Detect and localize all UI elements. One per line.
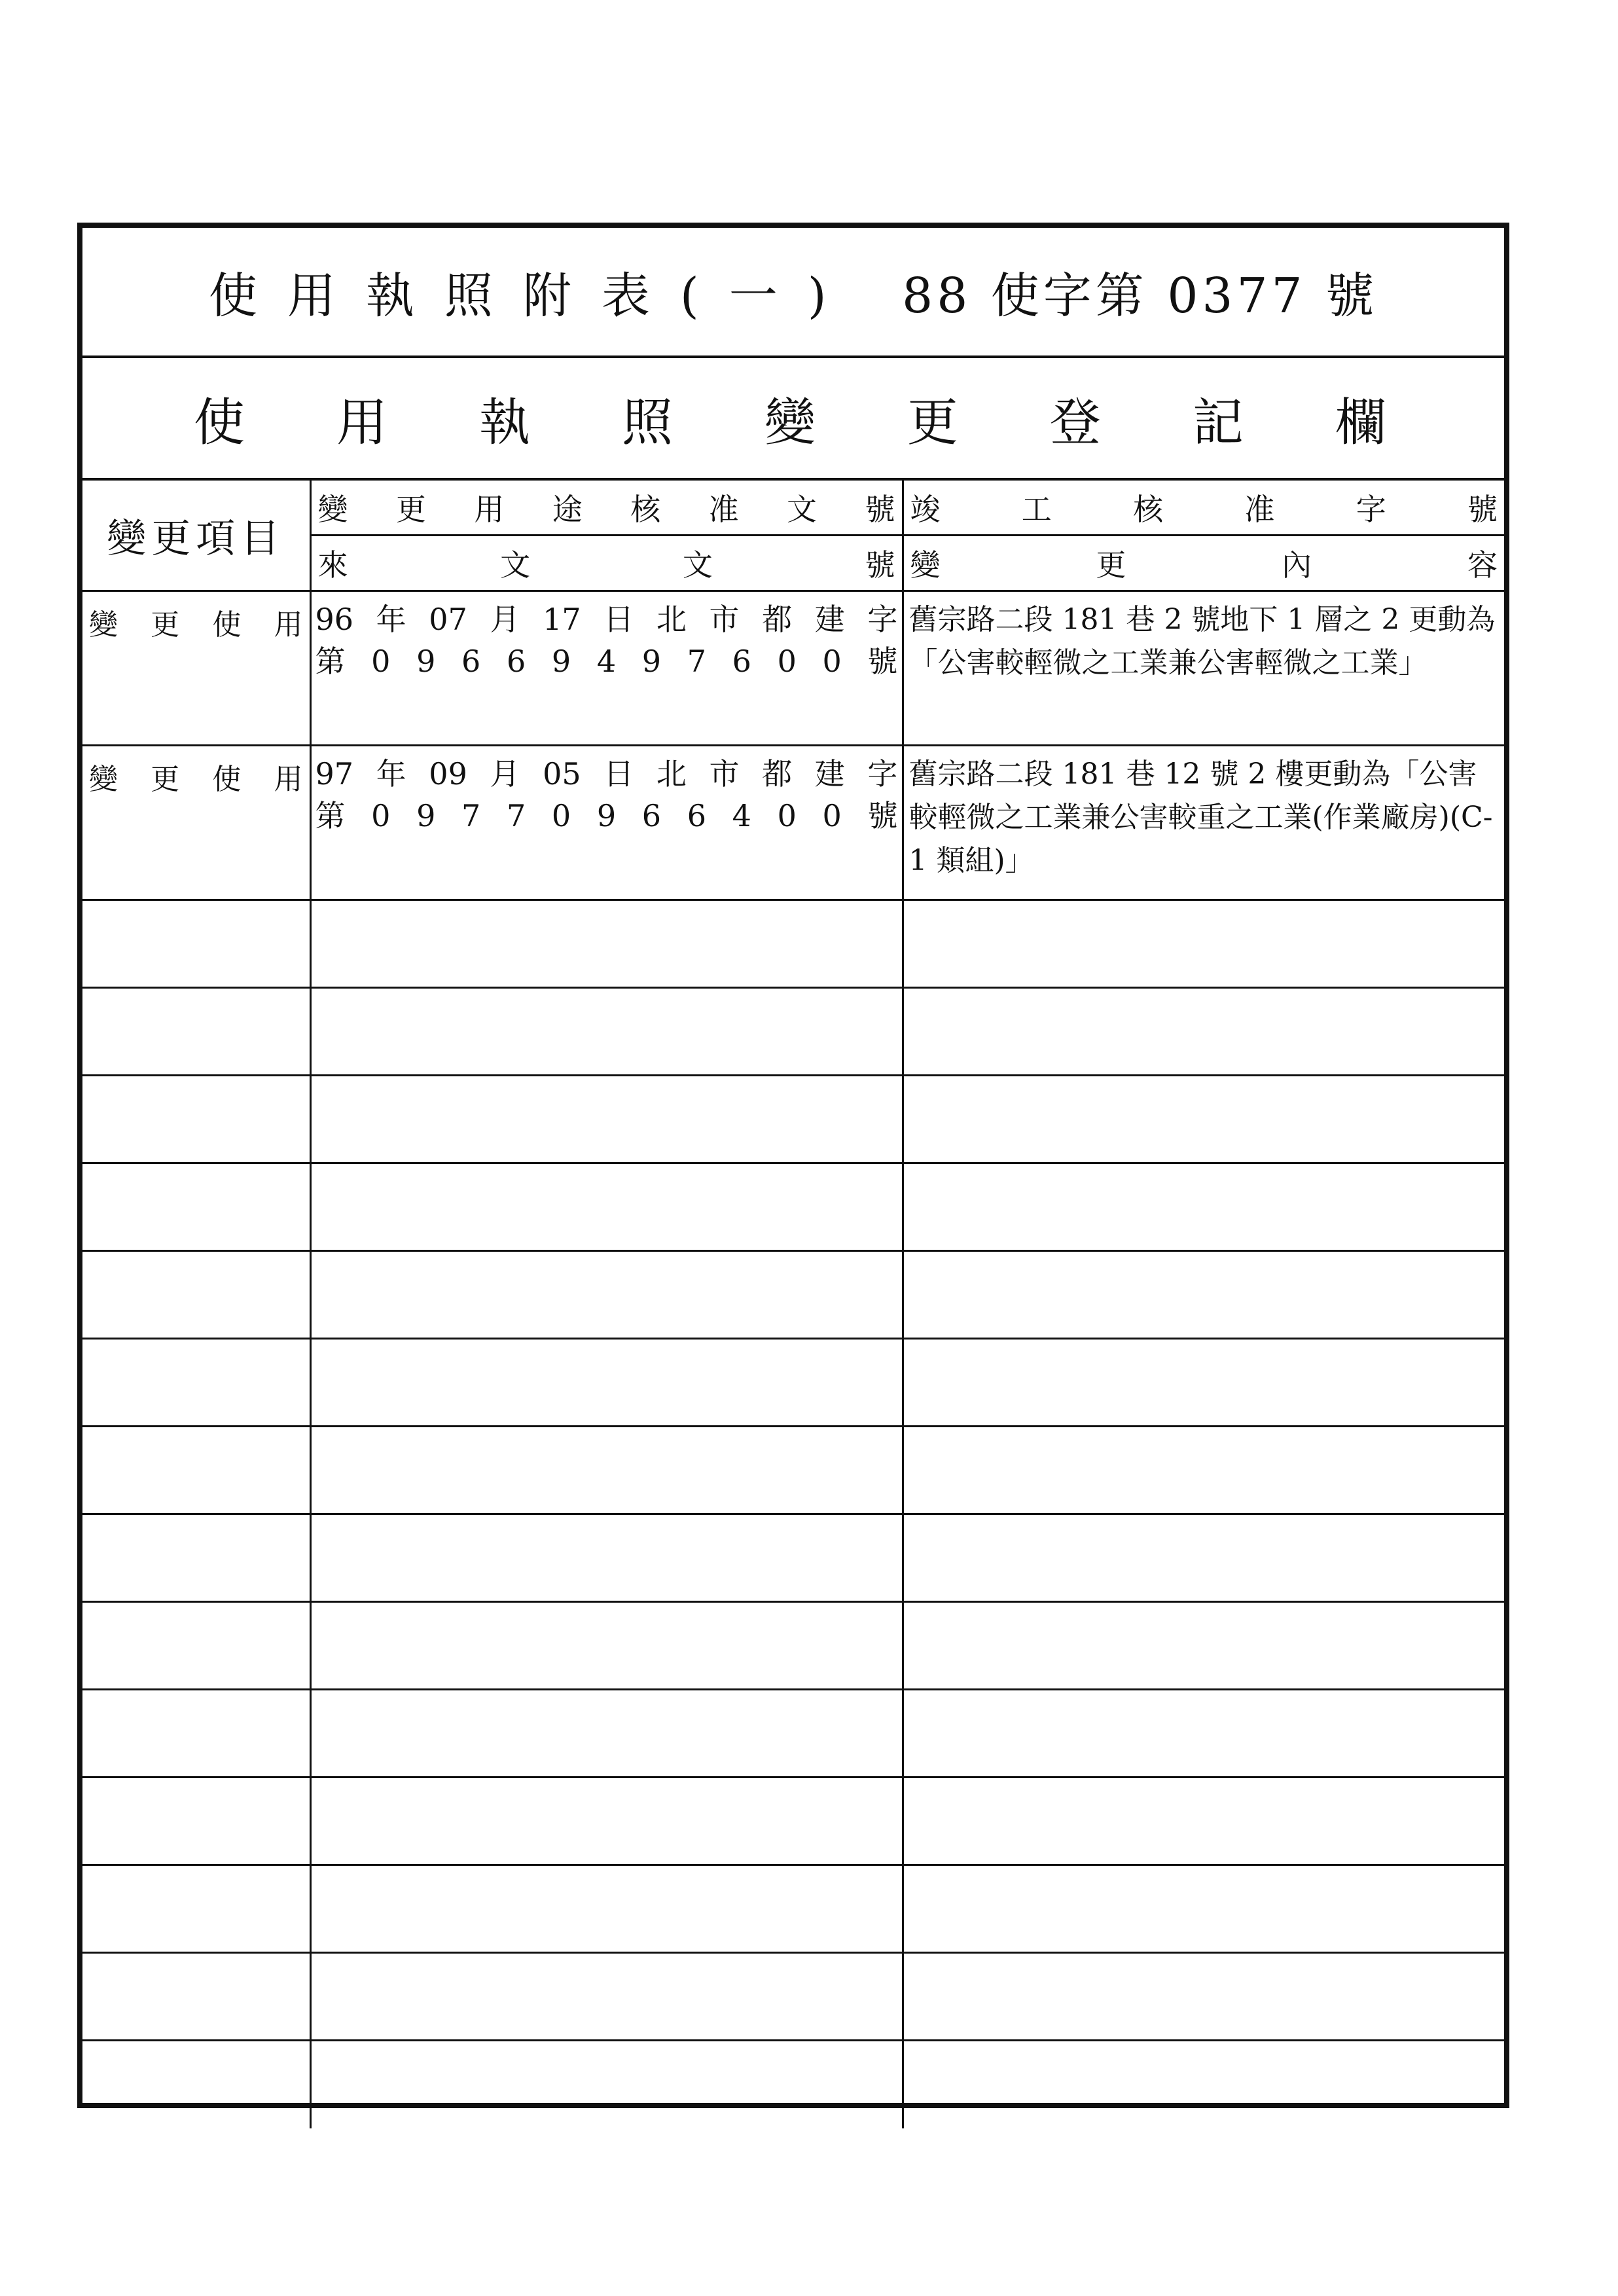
empty-cell (903, 1953, 1504, 2041)
empty-row (82, 1602, 1504, 1690)
empty-cell (903, 1427, 1504, 1514)
empty-row (82, 1514, 1504, 1602)
doc-token: 9 (596, 798, 617, 833)
item-char: 更 (151, 608, 180, 642)
form-title (209, 257, 1378, 327)
doc-token: 9 (416, 798, 436, 833)
item-char: 用 (274, 763, 303, 796)
doc-token: 96 (315, 602, 354, 637)
document-date-line (315, 753, 898, 795)
doc-token: 0 (551, 798, 571, 833)
doc-token: 9 (641, 644, 662, 679)
empty-cell (82, 1690, 310, 1777)
empty-cell (310, 1865, 903, 1953)
section-title-char: 更 (907, 393, 958, 452)
doc-token: 0 (822, 798, 842, 833)
header-char: 核 (1133, 492, 1164, 527)
empty-cell (903, 1076, 1504, 1163)
header-char: 字 (1356, 492, 1386, 527)
change-register-table (82, 481, 1504, 2128)
doc-token: 6 (687, 798, 706, 833)
doc-token: 0 (822, 644, 842, 679)
header-char: 變 (910, 547, 941, 583)
header-char: 核 (630, 492, 661, 527)
doc-token: 字 (867, 602, 898, 637)
section-title-char: 登 (1049, 393, 1101, 452)
empty-cell (903, 1602, 1504, 1690)
header-char: 文 (500, 547, 531, 583)
empty-cell (82, 1514, 310, 1602)
header-char: 文 (787, 492, 818, 527)
empty-cell (82, 1163, 310, 1251)
empty-cell (903, 900, 1504, 988)
column-header-received (310, 536, 903, 591)
empty-row (82, 1251, 1504, 1339)
doc-token: 09 (429, 756, 467, 792)
empty-cell (82, 1427, 310, 1514)
empty-cell (903, 1339, 1504, 1427)
doc-token: 年 (376, 602, 406, 637)
doc-token: 05 (543, 756, 581, 792)
doc-token: 都 (762, 602, 793, 637)
doc-token: 第 (315, 798, 346, 833)
empty-cell (82, 1339, 310, 1427)
empty-row (82, 1163, 1504, 1251)
empty-row (82, 1076, 1504, 1163)
section-title-char: 執 (478, 393, 530, 452)
doc-token: 4 (732, 798, 751, 833)
doc-token: 7 (461, 798, 481, 833)
doc-token: 字 (867, 756, 898, 792)
empty-cell (310, 900, 903, 988)
usage-permit-form (77, 223, 1509, 2108)
header-char: 變 (317, 492, 348, 527)
doc-token: 年 (376, 756, 406, 792)
table-row (82, 591, 1504, 746)
doc-token: 7 (687, 644, 706, 679)
title-row (82, 228, 1504, 358)
empty-cell (310, 2041, 903, 2128)
doc-token: 9 (416, 644, 436, 679)
empty-cell (82, 1251, 310, 1339)
header-char: 更 (395, 492, 426, 527)
header-char: 工 (1021, 492, 1052, 527)
empty-cell (310, 988, 903, 1076)
empty-cell (903, 1690, 1504, 1777)
column-header-content (903, 536, 1504, 591)
change-content-cell: 舊宗路二段 181 巷 2 號地下 1 層之 2 更動為「公害較輕微之工業兼公害輕微之工業」 (903, 591, 1504, 746)
table-row (82, 746, 1504, 900)
section-title-char: 使 (194, 393, 245, 452)
doc-token: 9 (551, 644, 571, 679)
header-char: 號 (865, 492, 895, 527)
empty-cell (903, 1777, 1504, 1865)
doc-token: 0 (371, 798, 391, 833)
empty-cell (903, 1865, 1504, 1953)
empty-cell (82, 900, 310, 988)
column-header-approval (310, 481, 903, 536)
doc-token: 0 (777, 798, 797, 833)
doc-token: 17 (543, 602, 581, 637)
header-char: 容 (1467, 547, 1498, 583)
doc-token: 07 (429, 602, 467, 637)
section-title-char: 用 (336, 393, 387, 452)
empty-cell (903, 1514, 1504, 1602)
document-number-line (315, 640, 898, 682)
change-item-cell (82, 746, 310, 900)
doc-token: 97 (315, 756, 354, 792)
header-char: 號 (1467, 492, 1498, 527)
doc-token: 北 (656, 756, 687, 792)
section-title-char: 變 (764, 393, 816, 452)
header-char: 文 (682, 547, 713, 583)
empty-cell (903, 988, 1504, 1076)
doc-token: 日 (603, 602, 634, 637)
empty-row (82, 1427, 1504, 1514)
empty-cell (310, 1076, 903, 1163)
header-char: 准 (708, 492, 739, 527)
form-title-main: 使用執照附表(一) (208, 267, 857, 324)
doc-token: 市 (709, 602, 740, 637)
header-char: 竣 (910, 492, 941, 527)
empty-cell (82, 1777, 310, 1865)
empty-cell (82, 2041, 310, 2128)
doc-token: 市 (709, 756, 740, 792)
item-char: 更 (151, 763, 180, 796)
empty-row (82, 1953, 1504, 2041)
doc-token: 建 (814, 756, 845, 792)
doc-token: 第 (315, 644, 346, 679)
empty-cell (82, 1076, 310, 1163)
doc-token: 6 (732, 644, 751, 679)
empty-cell (310, 1251, 903, 1339)
header-char: 途 (552, 492, 583, 527)
empty-cell (310, 1339, 903, 1427)
doc-token: 號 (867, 798, 898, 833)
empty-row (82, 1339, 1504, 1427)
doc-token: 月 (490, 602, 520, 637)
empty-cell (903, 1163, 1504, 1251)
empty-cell (903, 2041, 1504, 2128)
doc-token: 6 (506, 644, 526, 679)
empty-cell (310, 1777, 903, 1865)
doc-token: 建 (814, 602, 845, 637)
empty-cell (310, 1690, 903, 1777)
document-number-cell (310, 591, 903, 746)
item-char: 使 (212, 608, 242, 642)
section-title-char: 照 (621, 393, 673, 452)
document-number-cell (310, 746, 903, 900)
empty-cell (82, 1953, 310, 2041)
permit-number: 88 使字第 0377 號 (902, 267, 1378, 324)
empty-row (82, 1690, 1504, 1777)
empty-row (82, 2041, 1504, 2128)
section-title-char: 欄 (1335, 393, 1386, 452)
empty-cell (82, 1602, 310, 1690)
empty-cell (310, 1514, 903, 1602)
doc-token: 都 (762, 756, 793, 792)
header-row-1 (82, 481, 1504, 536)
doc-token: 6 (461, 644, 481, 679)
item-char: 變 (89, 763, 118, 796)
doc-token: 0 (777, 644, 797, 679)
doc-token: 7 (506, 798, 526, 833)
section-title (82, 382, 1504, 455)
empty-row (82, 1865, 1504, 1953)
header-char: 用 (474, 492, 505, 527)
item-char: 變 (89, 608, 118, 642)
empty-cell (82, 988, 310, 1076)
change-content-cell: 舊宗路二段 181 巷 12 號 2 樓更動為「公害較輕微之工業兼公害較重之工業(作業廠房)(C-1 類組)」 (903, 746, 1504, 900)
empty-row (82, 900, 1504, 988)
empty-cell (82, 1865, 310, 1953)
doc-token: 月 (490, 756, 520, 792)
header-char: 來 (317, 547, 348, 583)
column-header-item: 變更項目 (82, 481, 310, 591)
empty-row (82, 1777, 1504, 1865)
empty-row (82, 988, 1504, 1076)
header-char: 內 (1282, 547, 1312, 583)
empty-cell (310, 1602, 903, 1690)
section-title-char: 記 (1192, 393, 1244, 452)
doc-token: 6 (641, 798, 662, 833)
doc-token: 北 (656, 602, 687, 637)
doc-token: 0 (371, 644, 391, 679)
empty-cell (310, 1427, 903, 1514)
section-title-row (82, 358, 1504, 481)
change-item-cell (82, 591, 310, 746)
header-char: 更 (1096, 547, 1126, 583)
empty-cell (903, 1251, 1504, 1339)
header-char: 號 (865, 547, 895, 583)
document-date-line (315, 598, 898, 640)
empty-cell (310, 1163, 903, 1251)
doc-token: 號 (867, 644, 898, 679)
document-number-line (315, 795, 898, 837)
doc-token: 日 (603, 756, 634, 792)
doc-token: 4 (596, 644, 617, 679)
header-char: 准 (1244, 492, 1275, 527)
item-char: 用 (274, 608, 303, 642)
item-char: 使 (212, 763, 242, 796)
empty-cell (310, 1953, 903, 2041)
column-header-completion (903, 481, 1504, 536)
